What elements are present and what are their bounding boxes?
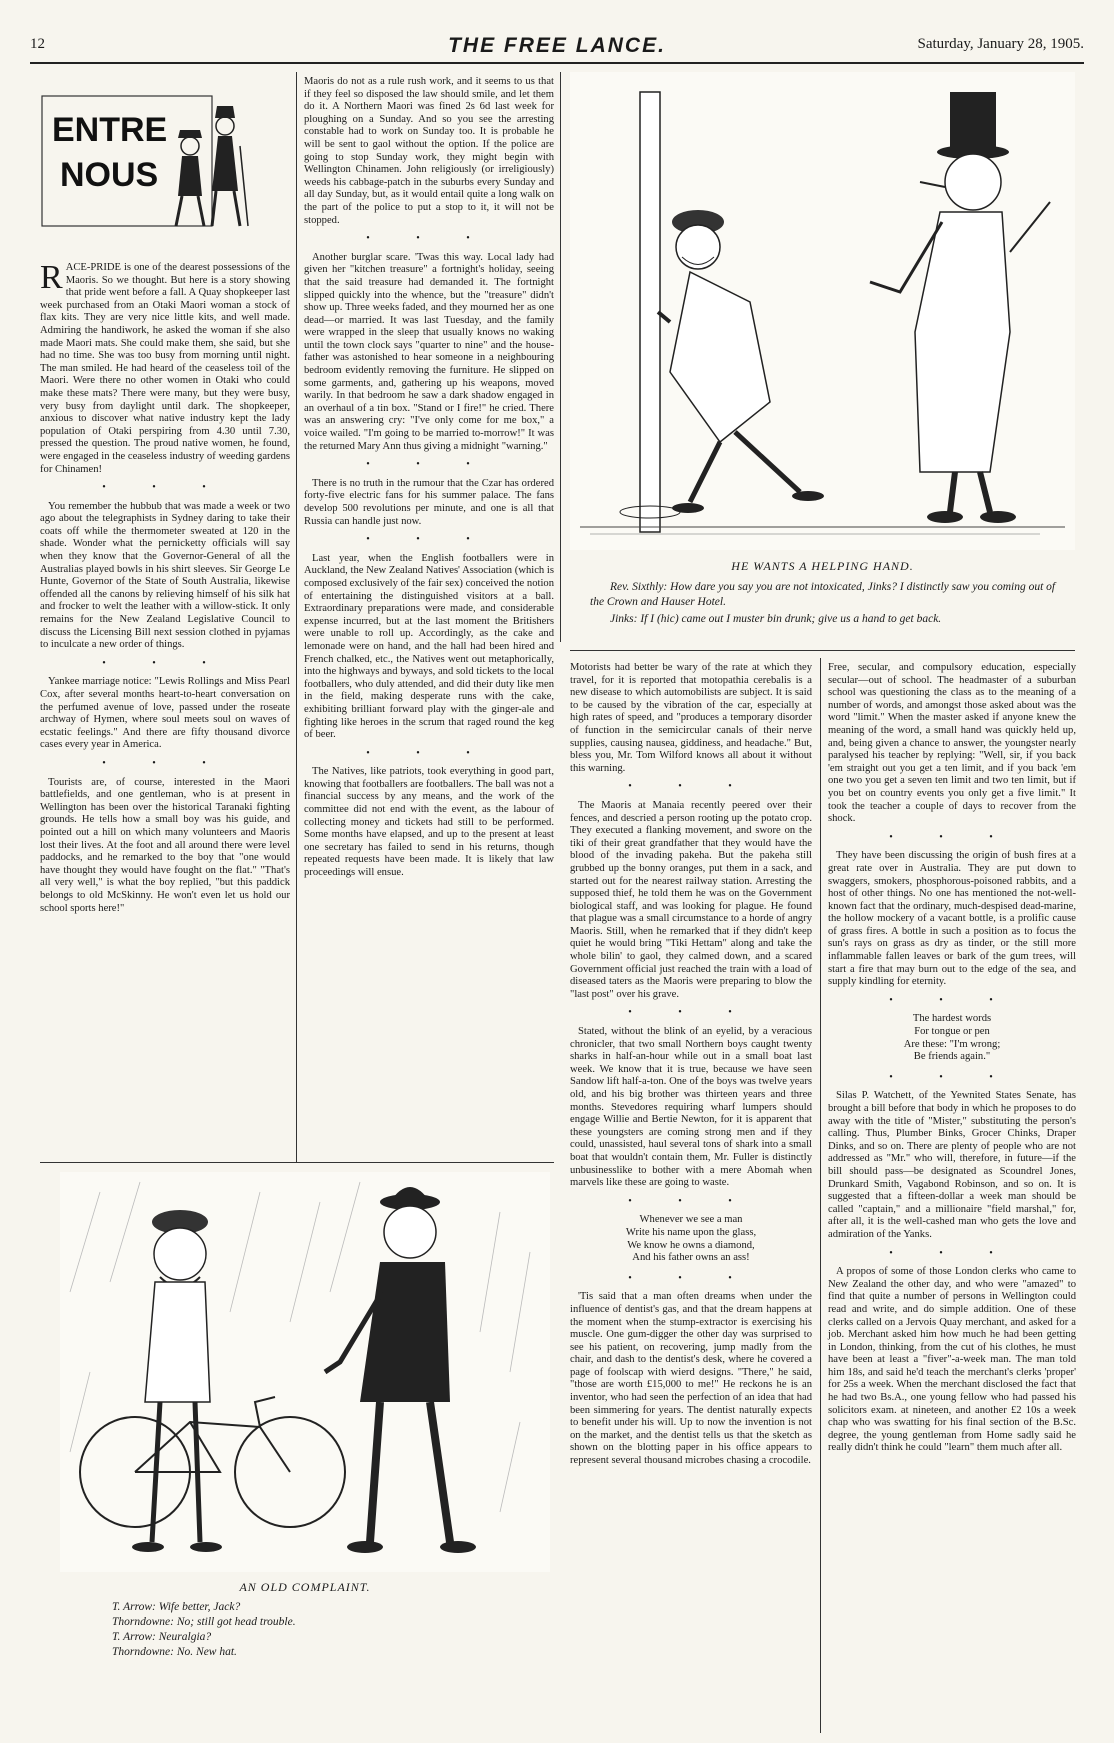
article-maori-sunday: Maoris do not as a rule rush work, and it seems to us that if they feel so disposed the law should smile, and let them do it. A Northern Maori was fined 2s 6d last week for ploughing on a Sunday. And so you see the arresting constable had to work on Sunday too. It is probable he will be sent to gaol without the option. If the police are going to stop Sunday work, they might begin with Wellington Chinamen. John religiously (or irreligiously) weeds his cabbage-patch in the suburbs every Sunday and all day Sunday, but, as it would entail quite a long walk on the part of the police to put a stop to it, it will not be stopped. bbox=[304, 76, 554, 226]
page-header bbox=[30, 34, 1084, 58]
column-4 bbox=[828, 662, 1076, 1461]
cartoon-old-complaint bbox=[60, 1172, 550, 1572]
separator: • • • bbox=[102, 657, 228, 669]
poem-hardest-words: The hardest words For tongue or pen Are these: "I'm wrong; Be friends again." bbox=[903, 1013, 1001, 1063]
article-yankee-marriage: Yankee marriage notice: "Lewis Rollings and Miss Pearl Cox, after several months heart-to-heart conversation on the perfumed avenue of love, passed under the roseate archway of Hymen, where soul meets soul on waves of ecstatic feelings." And there are fifty thousand divorce cases every year in America. bbox=[40, 676, 290, 751]
column-rule bbox=[296, 72, 297, 1162]
speaker-jinks: Jinks: bbox=[610, 613, 638, 625]
cartoon1-title: HE WANTS A HELPING HAND. bbox=[731, 559, 914, 573]
separator: • • • bbox=[628, 1195, 754, 1207]
logo-line1: ENTRE bbox=[52, 111, 168, 149]
separator: • • • bbox=[102, 482, 228, 494]
dialogue-jinks: If I (hic) came out I muster bin drunk; give us a hand to get back. bbox=[640, 613, 942, 625]
caption-line: Thorndowne: No. New hat. bbox=[112, 1646, 237, 1658]
publication-title: THE FREE LANCE. bbox=[448, 34, 666, 57]
article-sharks: Stated, without the blink of an eyelid, by a veracious chronicler, that two small Northern boys caught twenty sharks in half-an-hour while out in a small boat last week. We know that it is true, because we have seen Sandow lift half-a-ton. One of the boys was twelve years old, and his big brother was thirteen years and three months. Stevedores requiring wharf lumpers should engage Willie and Bertie Newton, for it is apparent that these youngsters are coming strong men and if they could, unassisted, haul several tons of shark into a small boat that wouldn't contain them, Mr. Fuller is distinctly unbusinesslike to bother with a mere Abomah when marvels like these are going to waste. bbox=[570, 1026, 812, 1189]
separator: • • • bbox=[889, 831, 1015, 843]
separator: • • • bbox=[889, 994, 1015, 1006]
drop-cap: R bbox=[40, 259, 63, 296]
separator: • • • bbox=[366, 459, 492, 471]
cartoon1-caption-2 bbox=[590, 612, 1060, 627]
separator: • • • bbox=[628, 781, 754, 793]
article-natives-ball: Last year, when the English footballers were in Auckland, the New Zealand Natives' Association (which is composed exclusively of the fair sex) conceived the notion of entertaining the distinguished visitors at a ball. Extraordinary preparations were made, and considerable expense incurred, but at the last moment the Britishers were unable to roll up. Accordingly, as the cake and lemonade were on hand, and the hall had been hired and French chalked, etc., the Natives went out metaphorically, into the highways and byways, and sold tickets to the local footballers, who duly attended, and did their duty like men in the field, making desperate runs with the cake, exhibiting brilliant forward play with the ginger-ale and fighting like heroes in the scrum that raged round the keg of beer. bbox=[304, 552, 554, 741]
column-3 bbox=[570, 662, 812, 1474]
article-race-pride: RACE-PRIDE is one of the dearest possessions of the Maoris. So we thought. But here is a story showing that pride went before a fall. A Quay shopkeeper last week purchased from an Otaki Maori woman a stock of flax kits. They are very nice little kits, and well made. Admiring the handiwork, he asked the woman if she also made Maori mats. She could make them, she said, but she had no time. She was too busy from morning until night. The man smiled. He had heard of the ceaseless toil of the Maori. Were there no other women in Otaki who could make these mats? There were many, but they were busy, very busy from daylight until dark. The shopkeeper, anxious to discover what native industry kept the lady population of Otaki perspiring from 4.30 until 7.30, pressed the question. The proud native women, he found, were engaged in the ceaseless industry of weeding gardens for Chinamen! bbox=[40, 259, 290, 475]
speaker-rev-sixthly: Rev. Sixthly: bbox=[610, 581, 668, 593]
cartoon2-caption bbox=[112, 1600, 532, 1660]
article-burglar-scare: Another burglar scare. 'Twas this way. Local lady had given her "kitchen treasure" a fortnight's holiday, seeing that the said treasure had demanded it. The fortnight slipped quickly into the whence, but the "treasure" didn't show up. Three weeks faded, and they mourned her as one dead—or married. It was last Tuesday, and the family were wrapped in the sleep that usually knows no waking until the town clock says "quarter to nine" and the house-father was astonished to hear someone in a neighbouring bedroom evidently removing the furniture. He slipped on some garments, and, gathering up his weapons, moved warily. In that bedroom he saw a dark shadow engaged in an overhaul of a tin box. "Stand or I fire!" he cried. There was an answering cry: "I've only come for me box," a voice wailed. "I'm going to be married to-morrow!" It was the returned Mary Ann thus giving a midnight "warning." bbox=[304, 251, 554, 452]
article-natives-patriots: The Natives, like patriots, took everything in good part, knowing that footballers are footballers. The ball was not a financial success by any means, and the work of the committee did not end with the event, as the labour of collecting money and tickets had still to be performed. Some months have elapsed, and up to the present at least one secretary has failed to send in his returns, though repeated requests have been made. It is likely that law proceedings will ensue. bbox=[304, 766, 554, 879]
column-rule bbox=[560, 72, 561, 642]
article-telegraphists: You remember the hubbub that was made a week or two ago about the telegraphists in Sydney daring to take their coats off while the thermometer sweated at 120 in the shade. Wonder what the pernicketty officials will say when they know that the Governor-General of all the Australias played bowls in his shirt sleeves. Sir George Le Hunte, Governor of the State of South Australia, likewise offended all the canons by relieving himself of his silk hat and frocker to welt the leather with a willow-stick. It only remains for the New Zealand Legislative Council to discuss the Licensing Bill next session clothed in pyjamas to inculcate a new order of things. bbox=[40, 500, 290, 651]
article-czar-fans: There is no truth in the rumour that the Czar has ordered forty-five electric fans for his summer palace. The fans develop 500 revolutions per minute, and one is all that Russia can handle just now. bbox=[304, 477, 554, 527]
column-2 bbox=[304, 76, 554, 886]
page-number: 12 bbox=[30, 36, 45, 52]
separator: • • • bbox=[889, 1071, 1015, 1083]
article-silas-watchett: Silas P. Watchett, of the Yewnited States Senate, has brought a bill before that body in which he proposes to do away with the title of "Mister," substituting the person's calling. Thus, Plumber Binks, Grocer Chinks, Draper Dinks, and so on. There are plenty of people who are not addressed as "Mr." who will, therefore, in future—if the bill should pass—be designated as Scoundrel Jones, Drunkard Smith, Vagabond Robinson, and so on. It is suggested that a fifteen-dollar a week man should be called "captain," and a millionaire "field marshal," for, after all, it is the well-cashed man who gets the love and admiration of the Yanks. bbox=[828, 1090, 1076, 1240]
separator: • • • bbox=[102, 757, 228, 769]
caption-line: T. Arrow: Neuralgia? bbox=[112, 1631, 212, 1643]
section-rule bbox=[40, 1162, 554, 1163]
cartoon1-caption-1 bbox=[590, 580, 1060, 610]
cartoon2-title: AN OLD COMPLAINT. bbox=[239, 1580, 371, 1594]
article-education: Free, secular, and compulsory education, especially secular—out of school. The headmaster of a suburban school was questioning the class as to the meaning of a number of words, and amongst those asked about was the word "limit." When the master asked if anyone knew the meaning of the word, a small hand was quickly held up, and, being given a chance to answer, the youngster nearly paralysed his teacher by replying: "Well, sir, if you back 'em straight out you get a ten limit, and if you back 'em one two you get a seven ten limit and two ten limit, but if you bet on country events you only get a five limit." It took the teacher a couple of days to recover from the shock. bbox=[828, 662, 1076, 825]
caption-line: T. Arrow: Wife better, Jack? bbox=[112, 1601, 241, 1613]
separator: • • • bbox=[889, 1247, 1015, 1259]
separator: • • • bbox=[366, 534, 492, 546]
logo-line2: NOUS bbox=[60, 156, 159, 194]
separator: • • • bbox=[628, 1007, 754, 1019]
article-london-clerks: A propos of some of those London clerks who came to New Zealand the other day, and who were "amazed" to find that quite a number of persons in Wellington could read and write, and do simple addition. One of these clerks called on a Jervois Quay merchant, and asked for a job. Merchant asked him how much he had been getting in London, thinking, from the cut of his clothes, he must have been at least a "fiver"-a-week man. The man told him 18s, and said he'd teach the merchant's clerks 'proper' for 25s a week. When the merchant disclosed the fact that he had two Bs.A., one young fellow who had passed his solicitors exam. at nineteen, and another £2 10s a week chap who was swatting for his final section of the B.Sc. degree, the young gentleman from Home sadly said he really didn't think he could "learn" them much after all. bbox=[828, 1266, 1076, 1454]
article-tourists: Tourists are, of course, interested in the Maori battlefields, and one gentleman, who is at present in Wellington has been over the historical Taranaki fighting grounds. He tells how a small boy was his guide, and pointed out a hill on which many volunteers and Maoris lost their lives. At the foot and all around there were level paddocks, and he remarked to the boy that "one would have thought they would have fought on the flat." "That's all very well," is what the boy replied, "but this paddick belongs to old McSkinny. He won't even let us hold our school sports here!" bbox=[40, 776, 290, 914]
column-rule bbox=[820, 658, 821, 1733]
dialogue-rev-sixthly: How dare you say you are not intoxicated, Jinks? I distinctly saw you coming out of the Crown and Hauser Hotel. bbox=[590, 581, 1056, 608]
cartoon-helping-hand bbox=[570, 72, 1075, 550]
article-maoris-manaia: The Maoris at Manaia recently peered over their fences, and descried a person rooting up the potato crop. They executed a flanking movement, and swore on the tiki of their great grandfather that they would have the blood of the invading pakeha. But the pakeha still grubbed up the bonny oranges, put them in a sack, and started out for the nearest railway station. Arresting the supposed thief, he told them he was on the Government biological staff, and was looking for plague. He found that plague was a small circumstance to a horde of angry Maoris. Still, when he remarked that if they didn't keep quiet he would bring "Tiki Hettam" along and take the whole bilin' to gaol, they calmed down, and a scared Government official just reached the train with a load of diseased taters as the Maoris were preparing to blow the "last post" over his grave. bbox=[570, 799, 812, 1000]
entre-nous-logo bbox=[40, 86, 250, 236]
caption-line: Thorndowne: No; still got head trouble. bbox=[112, 1616, 296, 1628]
separator: • • • bbox=[366, 233, 492, 245]
header-rule bbox=[30, 62, 1084, 64]
column-1 bbox=[40, 259, 290, 921]
poem-diamond: Whenever we see a man Write his name upon the glass, We know he owns a diamond, And his father owns an ass! bbox=[625, 1214, 757, 1264]
article-bush-fires: They have been discussing the origin of bush fires at a great rate over in Australia. They are put down to swaggers, smokers, phosphorous-poisoned rabbits, and a host of other things. No one has mentioned the not-well-known fact that the ordinary, much-despised dead-marine, the hollow mockery of a vacant bottle, is a prolific cause of grass fires. A bottle in such a position as to focus the sun's rays on grass as dry as tinder, or the still more inflammable fallen leaves or bark of the gum trees, will start a fire that may burn out to the edge of the sea, and supply kindling for eternity. bbox=[828, 850, 1076, 988]
issue-date: Saturday, January 28, 1905. bbox=[917, 36, 1084, 52]
separator: • • • bbox=[366, 747, 492, 759]
section-rule bbox=[570, 650, 1075, 651]
separator: • • • bbox=[628, 1272, 754, 1284]
article-motorists: Motorists had better be wary of the rate at which they travel, for it is reported that motopathia cerebalis is a new disease to which automobilists are subject. It is said to be caused by the vibration of the car, especially at high rates of speed, and "produces a temporary disorder of function in the semicircular canals of their nerve supplies, causing nausea, giddiness, and headache." But, bless you, Mr. Tom Wilford knows all about it without this warning. bbox=[570, 662, 812, 774]
article-dentist-gas: 'Tis said that a man often dreams when under the influence of dentist's gas, and that the dream happens at the moment when the stump-extractor is exercising his muscle. One gum-digger the other day was surprised to see his patient, on recovering, jump madly from the chair, and dash to the dentist's desk, where he covered a page of foolscap with wierd designs. "There," he said, "those are worth £15,000 to me!" He reckons he is an inventor, who had seen the perfection of an idea that had been simmering for years. The dentist naturally expects to benefit under his will. Up to now the invention is not on the market, and the dentist tells us that the sketch as shown on the blotting paper in his office appears to represent several thousand microbes chasing a crocodile. bbox=[570, 1291, 812, 1467]
